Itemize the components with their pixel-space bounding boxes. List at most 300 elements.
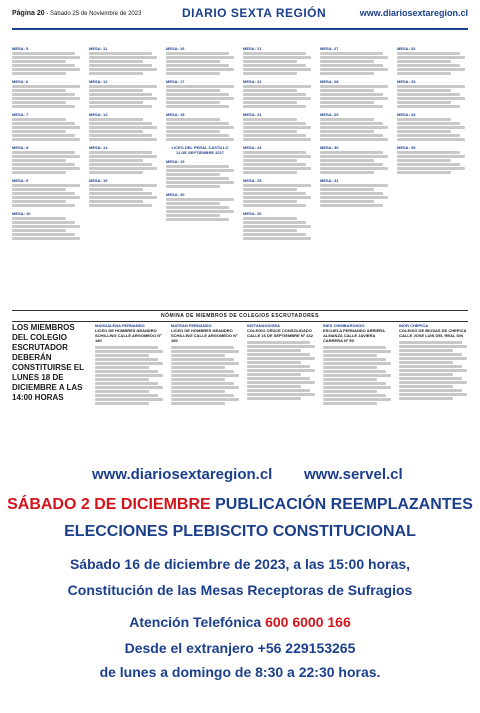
name-line — [320, 126, 388, 129]
member-line — [171, 350, 239, 353]
name-line — [320, 89, 374, 92]
member-line — [95, 370, 158, 373]
name-line — [89, 56, 157, 59]
name-line — [89, 85, 157, 88]
member-line — [247, 341, 310, 344]
miembros-notice: LOS MIEMBROS DEL COLEGIO ESCRUTADOR DEBERÁN CONSTITUIRSE EL LUNES 18 DE DICIEMBRE A LAS 14:00 HORAS — [12, 323, 84, 402]
page-header — [12, 6, 468, 30]
member-line — [171, 386, 239, 389]
name-line — [243, 192, 306, 195]
name-line — [12, 217, 66, 220]
name-line — [320, 122, 383, 125]
name-line — [166, 105, 229, 108]
mesa-title: MESA: 10 — [12, 211, 31, 216]
name-line — [89, 97, 157, 100]
member-line — [399, 377, 462, 380]
mesa-block — [12, 211, 80, 240]
name-line — [243, 85, 311, 88]
name-line — [397, 118, 451, 121]
member-line — [323, 402, 377, 405]
name-line — [320, 138, 388, 141]
name-line — [12, 192, 75, 195]
mesa-column-1 — [12, 46, 80, 308]
name-line — [320, 60, 374, 63]
mesa-block — [12, 145, 80, 174]
name-line — [397, 171, 451, 174]
mesa-block — [243, 112, 311, 141]
mesa-block — [320, 145, 388, 174]
name-line — [89, 200, 143, 203]
name-line — [166, 218, 229, 221]
name-line — [89, 159, 143, 162]
name-line — [12, 184, 80, 187]
name-line — [166, 101, 220, 104]
mesa-title: MESA: 28 — [320, 79, 339, 84]
member-line — [247, 377, 310, 380]
name-line — [89, 101, 143, 104]
name-line — [243, 159, 297, 162]
name-line — [166, 177, 229, 180]
name-line — [243, 64, 306, 67]
mesa-title: MESA: 35 — [397, 145, 416, 150]
member-line — [247, 381, 315, 384]
name-line — [166, 169, 234, 172]
member-line — [323, 350, 391, 353]
member-line — [247, 349, 301, 352]
mesa-title: MESA: 17 — [166, 79, 185, 84]
member-line — [95, 398, 163, 401]
name-line — [320, 151, 383, 154]
name-line — [166, 198, 234, 201]
member-line — [95, 394, 158, 397]
name-line — [243, 217, 297, 220]
mesa-block — [243, 145, 311, 174]
member-line — [95, 366, 149, 369]
name-line — [12, 134, 75, 137]
name-line — [243, 52, 306, 55]
member-line — [399, 393, 467, 396]
name-line — [320, 196, 388, 199]
name-line — [12, 97, 80, 100]
member-line — [171, 390, 225, 393]
member-line — [95, 374, 163, 377]
name-line — [12, 101, 66, 104]
name-line — [320, 130, 374, 133]
member-line — [95, 362, 163, 365]
name-line — [89, 130, 143, 133]
name-line — [89, 155, 157, 158]
name-line — [243, 89, 297, 92]
mesa-block — [320, 46, 388, 75]
mesa-title: MESA: 8 — [12, 145, 29, 150]
colegio-column-3 — [247, 323, 315, 446]
name-line — [243, 134, 306, 137]
name-line — [12, 85, 80, 88]
name-line — [89, 204, 152, 207]
name-line — [320, 204, 383, 207]
member-line — [323, 358, 386, 361]
name-line — [397, 68, 465, 71]
member-line — [95, 390, 149, 393]
name-line — [12, 229, 66, 232]
name-line — [12, 171, 66, 174]
member-line — [323, 366, 377, 369]
mesa-title: MESA: 27 — [320, 46, 339, 51]
name-line — [320, 105, 383, 108]
mesa-title: MESA: 9 — [12, 178, 29, 183]
colegio-place: LICEO DE HOMBRES NEANDRO SCHILLING CALLE ARGOMEDO Nº 180 — [171, 328, 238, 343]
member-line — [247, 369, 315, 372]
name-line — [166, 52, 229, 55]
colegio-column-4 — [323, 323, 391, 446]
announcement-publicacion: PUBLICACIÓN REEMPLAZANTES — [215, 496, 473, 513]
name-line — [320, 192, 383, 195]
member-line — [399, 389, 462, 392]
member-line — [171, 378, 225, 381]
member-line — [247, 385, 301, 388]
name-line — [397, 64, 460, 67]
name-line — [243, 97, 311, 100]
name-line — [89, 89, 143, 92]
colegio-place: COLEGIO DE BIOSAS DE CHEPICA CALLE JOSE LUIS DEL REAL S/N — [399, 328, 467, 338]
member-line — [399, 357, 467, 360]
name-line — [12, 126, 80, 129]
name-line — [243, 233, 306, 236]
mesa-title: MESA: 26 — [243, 211, 262, 216]
member-line — [323, 390, 377, 393]
name-line — [12, 204, 75, 207]
name-line — [89, 138, 157, 141]
name-line — [166, 72, 220, 75]
name-line — [166, 56, 234, 59]
member-line — [247, 345, 315, 348]
member-line — [171, 346, 234, 349]
name-line — [397, 134, 460, 137]
name-line — [320, 118, 374, 121]
name-line — [320, 200, 374, 203]
colegio-name: INSTANAGIOSEA — [247, 323, 281, 328]
name-line — [166, 138, 234, 141]
name-line — [166, 165, 229, 168]
name-line — [243, 60, 297, 63]
name-line — [89, 60, 143, 63]
member-line — [171, 362, 239, 365]
member-line — [247, 361, 301, 364]
mesa-listing — [12, 46, 468, 308]
member-line — [171, 366, 225, 369]
member-line — [323, 362, 391, 365]
member-line — [399, 349, 453, 352]
name-line — [320, 72, 374, 75]
name-line — [243, 167, 311, 170]
name-line — [243, 171, 297, 174]
name-line — [397, 72, 451, 75]
member-line — [399, 385, 453, 388]
member-line — [95, 358, 158, 361]
name-line — [243, 151, 306, 154]
colegio-place: COLEGIO CRUCE CONSOLIDADO CALLE 16 DE SEPTIEMBRE Nº 432 — [247, 328, 313, 338]
colegio-name: INES CHIMBARONGO — [323, 323, 365, 328]
name-line — [12, 151, 75, 154]
name-line — [397, 97, 465, 100]
name-line — [89, 68, 157, 71]
name-line — [89, 122, 152, 125]
mesa-column-5 — [320, 46, 388, 308]
mesa-column-2 — [89, 46, 157, 308]
colegio-column-2 — [171, 323, 239, 446]
name-line — [166, 93, 229, 96]
mesa-block — [89, 178, 157, 207]
name-line — [397, 85, 465, 88]
name-line — [397, 52, 460, 55]
colegio-name: INOR CHEPICA — [399, 323, 429, 328]
name-line — [243, 200, 297, 203]
name-line — [12, 163, 75, 166]
member-line — [323, 386, 391, 389]
member-line — [247, 397, 301, 400]
name-line — [320, 155, 388, 158]
name-line — [320, 93, 383, 96]
phone-label: Atención Telefónica — [129, 614, 262, 630]
member-line — [323, 398, 391, 401]
mesa-block — [12, 112, 80, 141]
mesa-block — [166, 112, 234, 141]
member-line — [399, 381, 467, 384]
mesa-title: MESA: 12 — [89, 79, 108, 84]
name-line — [320, 52, 383, 55]
mesa-block — [397, 145, 465, 174]
header-website-link[interactable]: www.diariosextaregion.cl — [359, 8, 468, 18]
member-line — [323, 354, 377, 357]
name-line — [243, 105, 306, 108]
name-line — [243, 184, 311, 187]
mesa-column-6 — [397, 46, 465, 308]
member-line — [323, 346, 386, 349]
member-line — [171, 354, 225, 357]
mesa-title: MESA: 34 — [397, 112, 416, 117]
name-line — [89, 126, 157, 129]
mesa-block — [243, 79, 311, 108]
name-line — [89, 93, 152, 96]
name-line — [243, 188, 297, 191]
member-line — [399, 341, 462, 344]
name-line — [397, 89, 451, 92]
name-line — [397, 93, 460, 96]
name-line — [12, 56, 80, 59]
name-line — [89, 64, 152, 67]
mesa-title: MESA: 30 — [320, 145, 339, 150]
name-line — [397, 105, 460, 108]
mesa-title: MESA: 24 — [243, 145, 262, 150]
mesa-block — [166, 79, 234, 108]
name-line — [89, 151, 152, 154]
member-line — [323, 394, 386, 397]
mesa-title: MESA: 23 — [243, 112, 262, 117]
colegio-place: ESCUELA FERNANDO ARRIERA ALMANZA CALLE JAVIERA CARRERA Nº 50 — [323, 328, 385, 343]
colegio-place: LICEO DE HOMBRES NEANDRO SCHILLING CALLE ARGOMEDO Nº 180 — [95, 328, 162, 343]
name-line — [397, 151, 460, 154]
name-line — [89, 134, 152, 137]
member-line — [171, 374, 239, 377]
member-line — [171, 382, 234, 385]
mesa-block — [89, 46, 157, 75]
mesa-block — [166, 159, 234, 188]
mesa-block — [320, 79, 388, 108]
mesa-block — [397, 79, 465, 108]
nomina-title: NÓMINA DE MIEMBROS DE COLEGIOS ESCRUTADORES — [12, 310, 468, 322]
name-line — [320, 159, 374, 162]
name-line — [166, 206, 229, 209]
mesa-title: MESA: 11 — [89, 46, 108, 51]
announcement-line-1 — [0, 496, 480, 514]
member-line — [323, 374, 391, 377]
name-line — [89, 184, 157, 187]
mesa-title: MESA: 7 — [12, 112, 29, 117]
name-line — [166, 185, 220, 188]
mesa-block — [166, 46, 234, 75]
member-line — [323, 382, 386, 385]
mesa-block — [320, 178, 388, 207]
liceo-divider-line1: LICEO DEL PERAL CASTILLO — [171, 145, 229, 150]
name-line — [243, 122, 306, 125]
name-line — [243, 229, 297, 232]
colegios-escrutadores — [95, 323, 468, 446]
name-line — [12, 138, 80, 141]
member-line — [95, 346, 158, 349]
name-line — [89, 196, 157, 199]
url-row — [12, 466, 468, 486]
name-line — [397, 167, 465, 170]
mesa-title: MESA: 33 — [397, 79, 416, 84]
member-line — [323, 370, 386, 373]
name-line — [12, 93, 75, 96]
name-line — [243, 225, 311, 228]
mesa-title: MESA: 18 — [166, 112, 185, 117]
name-line — [166, 85, 234, 88]
name-line — [320, 68, 388, 71]
name-line — [320, 101, 374, 104]
name-line — [166, 214, 220, 217]
name-line — [243, 163, 306, 166]
name-line — [12, 60, 66, 63]
mesa-title: MESA: 31 — [320, 178, 339, 183]
member-line — [95, 386, 163, 389]
phone-number[interactable]: 600 6000 166 — [265, 614, 351, 630]
name-line — [166, 202, 220, 205]
colegio-name: MATEAN FERNANDO — [171, 323, 212, 328]
name-line — [12, 89, 66, 92]
name-line — [243, 155, 311, 158]
mesa-block — [243, 46, 311, 75]
name-line — [243, 101, 297, 104]
name-line — [243, 204, 306, 207]
page-date: Sábado 25 de Noviembre de 2023 — [50, 11, 142, 17]
liceo-divider-line2: 11 DE SEPTIEMBRE 3227 — [175, 150, 225, 155]
name-line — [166, 181, 234, 184]
name-line — [397, 130, 451, 133]
name-line — [166, 118, 220, 121]
mesa-block — [397, 46, 465, 75]
name-line — [320, 134, 383, 137]
member-line — [247, 357, 315, 360]
mesa-title: MESA: 29 — [320, 112, 339, 117]
mesa-column-3 — [166, 46, 234, 308]
name-line — [166, 122, 229, 125]
mesa-block — [89, 145, 157, 174]
name-line — [166, 130, 220, 133]
name-line — [89, 105, 152, 108]
colegio-column-5 — [399, 323, 467, 446]
name-line — [12, 64, 75, 67]
mesa-title: MESA: 5 — [12, 46, 29, 51]
diario-url-link[interactable]: www.diariosextaregion.cl — [92, 466, 273, 483]
member-line — [95, 378, 149, 381]
hours-line: de lunes a domingo de 8:30 a 22:30 horas. — [99, 664, 381, 680]
name-line — [89, 163, 152, 166]
name-line — [243, 130, 297, 133]
liceo-divider — [166, 145, 234, 155]
name-line — [166, 89, 220, 92]
announcement-line-2: ELECCIONES PLEBISCITO CONSTITUCIONAL — [64, 523, 416, 540]
name-line — [320, 184, 388, 187]
member-line — [95, 350, 163, 353]
member-line — [247, 353, 310, 356]
name-line — [166, 134, 229, 137]
announcement-date: SÁBADO 2 DE DICIEMBRE — [7, 496, 211, 513]
member-line — [399, 373, 453, 376]
name-line — [320, 163, 383, 166]
mesa-title: MESA: 6 — [12, 79, 29, 84]
name-line — [12, 68, 80, 71]
abroad-phone-line: Desde el extranjero +56 229153265 — [124, 640, 356, 656]
name-line — [89, 171, 143, 174]
name-line — [12, 221, 75, 224]
name-line — [12, 72, 66, 75]
name-line — [12, 225, 80, 228]
name-line — [89, 118, 143, 121]
name-line — [12, 188, 66, 191]
mesa-block — [397, 112, 465, 141]
member-line — [171, 394, 234, 397]
mesa-block — [12, 79, 80, 108]
mesa-block — [89, 112, 157, 141]
name-line — [243, 56, 311, 59]
name-line — [320, 188, 374, 191]
name-line — [12, 52, 75, 55]
member-line — [95, 402, 149, 405]
member-line — [171, 402, 225, 405]
name-line — [166, 64, 229, 67]
mesa-block — [243, 178, 311, 207]
name-line — [243, 68, 311, 71]
mesa-block — [12, 178, 80, 207]
name-line — [12, 118, 66, 121]
servel-url-link[interactable]: www.servel.cl — [304, 466, 403, 483]
name-line — [397, 101, 451, 104]
member-line — [171, 370, 234, 373]
name-line — [320, 171, 374, 174]
masthead-title: DIARIO SEXTA REGIÓN — [182, 6, 327, 20]
announcement-line-4: Constitución de las Mesas Receptoras de Sufragios — [67, 582, 413, 598]
member-line — [399, 361, 453, 364]
member-line — [323, 378, 377, 381]
mesa-title: MESA: 21 — [243, 46, 262, 51]
name-line — [243, 221, 306, 224]
page-info: Página 20 - Sábado 25 de Noviembre de 2023 — [12, 10, 142, 17]
name-line — [397, 122, 460, 125]
member-line — [399, 365, 462, 368]
name-line — [397, 60, 451, 63]
